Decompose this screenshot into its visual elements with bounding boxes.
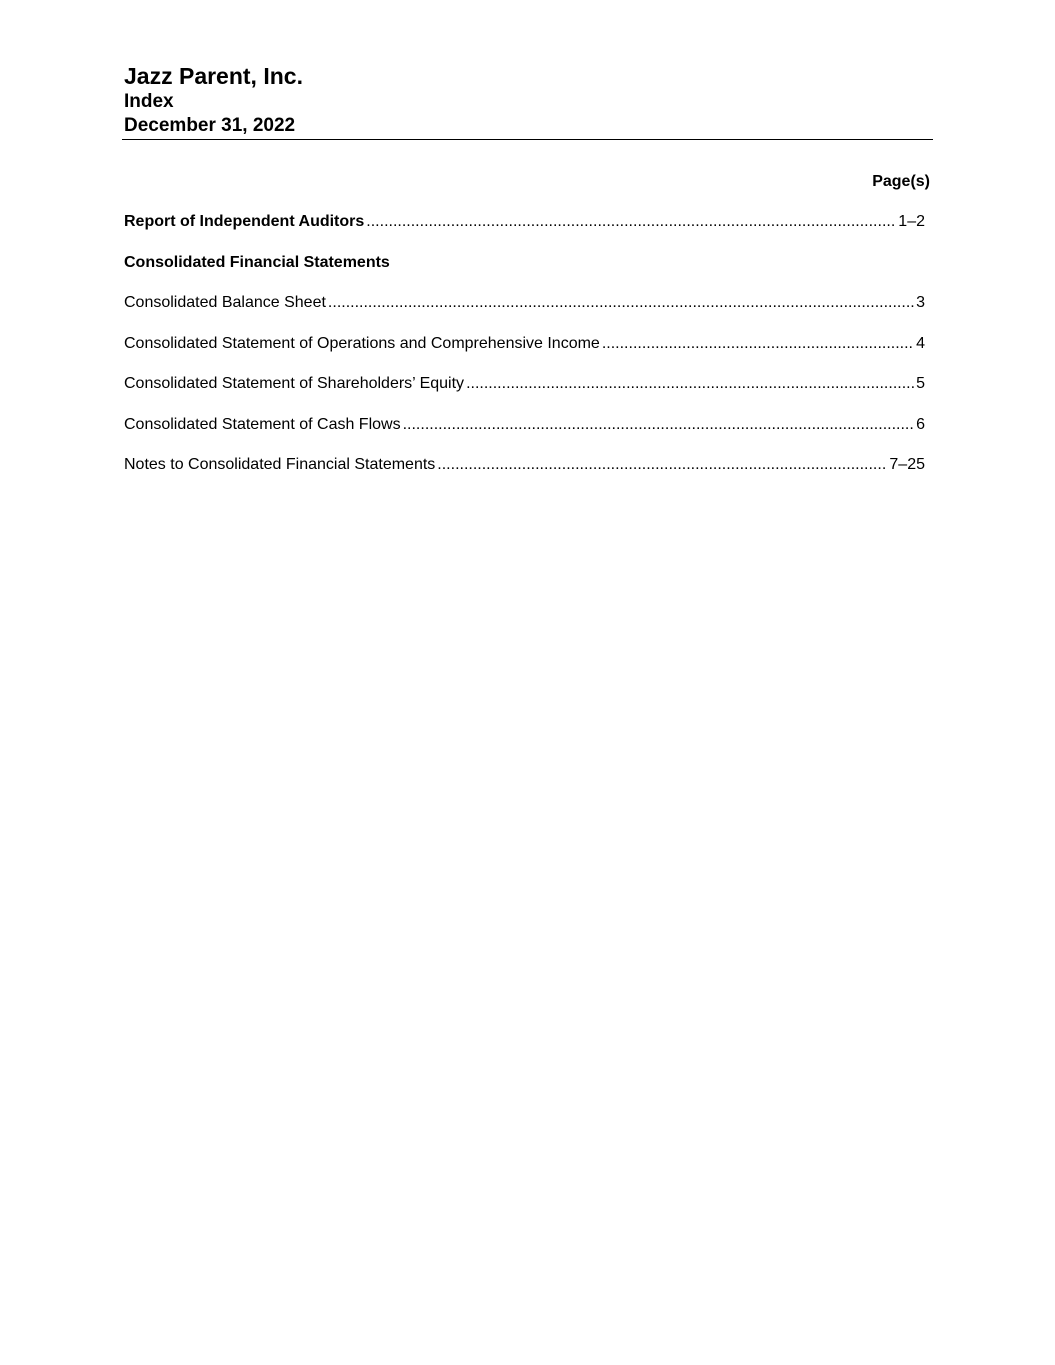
toc-entry-balance-sheet	[124, 293, 925, 313]
toc-entry-pages: 7–25	[889, 456, 925, 473]
toc-entry-label: Consolidated Statement of Cash Flows	[124, 415, 401, 433]
toc-entry-pages: 1–2	[898, 213, 925, 230]
toc-entry-operations	[124, 334, 925, 354]
dot-leader	[403, 415, 915, 435]
dot-leader	[602, 334, 914, 354]
toc-entry-report	[124, 212, 925, 232]
toc-entry-pages: 4	[916, 334, 925, 352]
dot-leader	[366, 212, 896, 232]
toc-entry-notes	[124, 455, 925, 475]
toc-entry-label: Consolidated Statement of Shareholders’ Equity	[124, 375, 465, 392]
toc-entry-pages: 6	[916, 415, 925, 433]
page-title: Index	[124, 91, 174, 112]
section-heading: Consolidated Financial Statements	[124, 253, 390, 271]
toc-entry-label: Consolidated Balance Sheet	[124, 294, 326, 311]
toc-entry-pages: 3	[916, 294, 925, 311]
dot-leader	[437, 455, 887, 475]
toc-entry-cash-flows	[124, 415, 925, 435]
toc-entry-pages: 5	[916, 375, 925, 392]
toc-entry-shareholders-equity	[124, 374, 925, 394]
dot-leader	[328, 293, 914, 313]
toc-entry-label: Notes to Consolidated Financial Statements	[124, 456, 436, 473]
report-date: December 31, 2022	[124, 115, 296, 136]
table-of-contents	[124, 212, 925, 496]
dot-leader	[466, 374, 914, 394]
toc-entry-label: Report of Independent Auditors	[124, 213, 365, 230]
pages-column-heading: Page(s)	[872, 173, 930, 190]
toc-entry-label: Consolidated Statement of Operations and Comprehensive Income	[124, 334, 600, 352]
header-rule	[122, 139, 933, 140]
company-name: Jazz Parent, Inc.	[124, 63, 303, 89]
document-header	[124, 62, 933, 138]
